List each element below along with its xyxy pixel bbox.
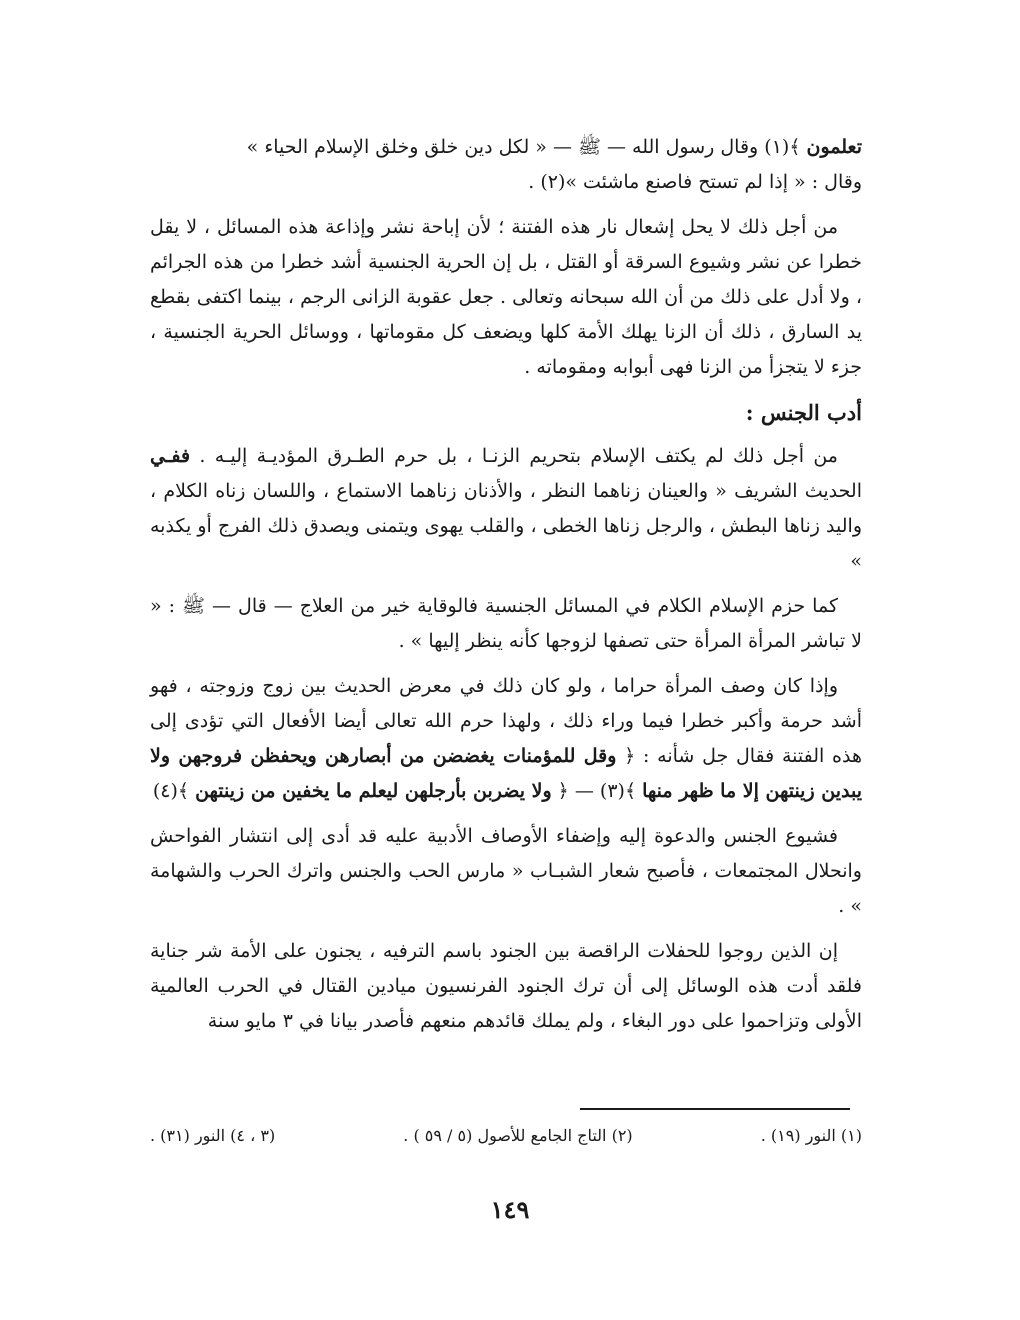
paragraph-fitna-text: من أجل ذلك لا يحل إشعال نار هذه الفتنة ؛ لأن إباحة نشر وإذاعة هذه المسائل ، لا يقل خطرا عن نشر وشيوع السرقة أو القتل ، بل إن الحرية الجنسية أشد خطرا من هذه الجرائم ، ولا أدل على ذلك من أن الله سبحانه وتعالى . جعل عقوبة الزانى الرجم ، بينما اكتفى بقطع يد السارق ، ذلك أن الزنا يهلك الأمة كلها ويضعف كل مقوماتها ، ووسائل الحرية الجنسية ، جزء لا يتجزأ من الزنا فهى أبوابه ومقوماته . <box>150 216 862 378</box>
paragraph-prevention-text: كما حزم الإسلام الكلام في المسائل الجنسية فالوقاية خير من العلاج — قال — ﷺ : « لا تباشر المرأة المرأة حتى تصفها لزوجها كأنه ينظر إليها » . <box>150 595 862 652</box>
quran-verse-end: ﴾(٤) <box>152 780 196 802</box>
paragraph-soldiers <box>150 934 862 1039</box>
paragraph-soldiers-text: إن الذين روجوا للحفلات الراقصة بين الجنود باسم الترفيه ، يجنون على الأمة شر جناية فلقد أدت هذه الوسائل إلى أن ترك الجنود الفرنسيون ميادين القتال في الحرب العالمية الأولى وتزاحموا على دور البغاء ، ولم يملك قائدهم منعهم فأصدر بيانا في ٣ مايو سنة <box>150 940 862 1032</box>
page-number: ١٤٩ <box>490 1195 530 1224</box>
paragraph-hadith-zina-text2: الحديث الشريف « والعينان زناهما النظر ، والأذنان زناهما الاستماع ، واللسان زناه الكلام ، واليد زناها البطش ، والرجل زناها الخطى ، والقلب يهوى ويتمنى ويصدق ذلك الفرج أو يكذبه » <box>150 480 862 572</box>
footnote-2: (٢) التاج الجامع للأصول (٥ / ٥٩ ) . <box>403 1126 633 1145</box>
paragraph-hadith-zina-bold: ففـي <box>150 445 191 467</box>
page-body <box>150 130 862 1049</box>
footnotes <box>150 1124 862 1148</box>
footnote-divider <box>580 1108 850 1110</box>
footnote-1: (١) النور (١٩) . <box>760 1126 862 1145</box>
paragraph-hadith-zina-text: من أجل ذلك لم يكتف الإسلام بتحريم الزنـا ، بل حرم الطـرق المؤديـة إليـه . <box>190 445 838 467</box>
opening-line <box>150 130 862 165</box>
section-heading: أدب الجنس : <box>745 400 862 425</box>
second-hadith-line: وقال : « إذا لم تستح فاصنع ماشئت »(٢) . <box>528 171 862 193</box>
paragraph-quran-verses <box>150 669 862 809</box>
quran-verse-separator: ﴾(٣) — ﴿ <box>551 780 643 802</box>
paragraph-prevention <box>150 589 862 659</box>
quran-verse-2: ولا يضربن بأرجلهن ليعلم ما يخفين من زينتهن <box>195 780 552 802</box>
paragraph-slogan <box>150 819 862 924</box>
opening-word: تعلمون <box>806 136 862 158</box>
paragraph-fitna <box>150 210 862 385</box>
paragraph-slogan-text: فشيوع الجنس والدعوة إليه وإضفاء الأوصاف الأدبية عليه قد أدى إلى انتشار الفواحش وانحلال المجتمعات ، فأصبح شعار الشبـاب « مارس الحب والجنس واترك الحرب والشهامة » . <box>150 825 862 917</box>
paragraph-hadith-zina <box>150 439 862 579</box>
footnote-3: (٣ ، ٤) النور (٣١) . <box>150 1126 276 1145</box>
opening-hadith: ﴾(١) وقال رسول الله — ﷺ — « لكل دين خلق وخلق الإسلام الحياء » <box>246 136 807 158</box>
paragraph-quran-text: وإذا كان وصف المرأة حراما ، ولو كان ذلك في معرض الحديث بين زوج وزوجته ، فهو أشد حرمة وأكبر خطرا فيما وراء ذلك ، ولهذا حرم الله تعالى أيضا الأفعال التي تؤدى إلى هذه الفتنة فقال جل شأنه : ﴿ <box>150 675 863 767</box>
quran-verse-1: وقل للمؤمنات يغضضن من أبصارهن ويحفظن فروجهن ولا يبدين زينتهن إلا ما ظهر منها <box>150 745 862 802</box>
